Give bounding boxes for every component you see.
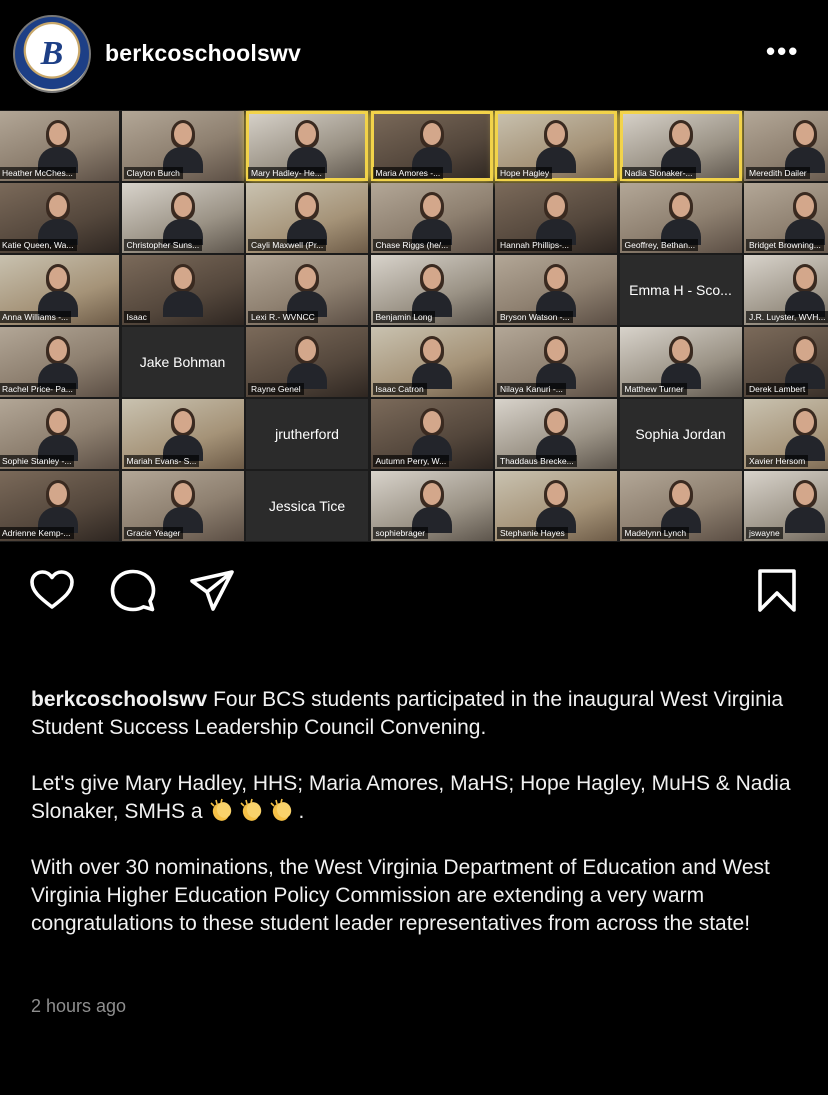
participant-name: Mary Hadley- He... (248, 167, 325, 179)
participant-tile (0, 183, 119, 253)
participant-video (785, 123, 825, 171)
participant-name: Madelynn Lynch (622, 527, 690, 539)
participant-video (536, 483, 576, 531)
participant-tile (495, 255, 617, 325)
participant-video (412, 123, 452, 171)
participant-video (412, 483, 452, 531)
participant-tile (0, 327, 119, 397)
participant-tile (620, 471, 742, 541)
participant-video (536, 339, 576, 387)
participant-name: Sophie Stanley -... (0, 455, 74, 467)
caption-text-3: With over 30 nominations, the West Virginia Department of Education and West Virginia Higher Education Policy Commission are extending a very warm congratulations to these student leader representatives from across the state! (31, 856, 770, 935)
bookmark-icon[interactable] (754, 568, 800, 614)
participant-name: Hannah Phillips-... (497, 239, 572, 251)
participant-tile (122, 183, 244, 253)
participant-name: Jake Bohman (139, 354, 226, 370)
caption-text-2-end: . (298, 800, 305, 823)
participant-name: Hope Hagley (497, 167, 552, 179)
participant-name: Adrienne Kemp-... (0, 527, 74, 539)
participant-name: Rachel Price- Pa... (0, 383, 76, 395)
participant-name: Bridget Browning... (746, 239, 824, 251)
participant-tile (371, 183, 493, 253)
participant-name: Anna Williams -... (0, 311, 71, 323)
participant-video (785, 483, 825, 531)
participant-tile (744, 327, 828, 397)
caption-paragraph-1 (31, 686, 801, 742)
participant-tile (246, 183, 368, 253)
participant-tile (744, 111, 828, 181)
caption-text-1: Four BCS students participated in the inaugural West Virginia Student Success Leadership Council Convening. (31, 688, 784, 739)
post-caption (31, 686, 801, 966)
caption-paragraph-3 (31, 854, 801, 938)
participant-video (785, 195, 825, 243)
caption-paragraph-2 (31, 770, 801, 826)
participant-video (785, 267, 825, 315)
participant-name: Geoffrey, Bethan... (622, 239, 699, 251)
participant-name: Autumn Perry, W... (373, 455, 450, 467)
participant-tile (620, 399, 742, 469)
participant-tile (122, 255, 244, 325)
participant-name: Sophia Jordan (635, 426, 726, 442)
participant-name: Heather McChes... (0, 167, 76, 179)
caption-text-2: Let's give Mary Hadley, HHS; Maria Amores, MaHS; Hope Hagley, MuHS & Nadia Slonaker, SMHS a (31, 772, 791, 823)
participant-tile (122, 471, 244, 541)
participant-name: Isaac Catron (373, 383, 427, 395)
participant-tile (744, 399, 828, 469)
participant-tile (0, 399, 119, 469)
send-icon[interactable] (189, 568, 235, 614)
post-header (0, 0, 828, 108)
participant-tile (744, 471, 828, 541)
username[interactable]: berkcoschoolswv (105, 40, 302, 66)
participant-video (163, 483, 203, 531)
participant-tile (371, 399, 493, 469)
participant-name: Maria Amores -... (373, 167, 444, 179)
participant-tile (495, 111, 617, 181)
participant-name: jrutherford (275, 426, 339, 442)
participant-name: Emma H - Sco... (629, 282, 732, 298)
caption-username[interactable]: berkcoschoolswv (31, 688, 208, 711)
participant-video (38, 483, 78, 531)
participant-video (785, 339, 825, 387)
participant-name: Mariah Evans- S... (124, 455, 200, 467)
participant-video (536, 267, 576, 315)
participant-video (412, 195, 452, 243)
participant-video (412, 267, 452, 315)
participant-tile (744, 255, 828, 325)
participant-tile (620, 183, 742, 253)
participant-name: Katie Queen, Wa... (0, 239, 77, 251)
participant-name: Chase Riggs (he/... (373, 239, 452, 251)
participant-video (412, 411, 452, 459)
participant-video (287, 123, 327, 171)
participant-tile (371, 255, 493, 325)
participant-name: Bryson Watson -... (497, 311, 573, 323)
participant-video (38, 195, 78, 243)
participant-tile (246, 327, 368, 397)
participant-video (287, 267, 327, 315)
more-options-icon[interactable]: ••• (766, 36, 800, 66)
participant-name: jswayne (746, 527, 783, 539)
participant-tile (122, 111, 244, 181)
participant-video (163, 411, 203, 459)
clap-icon (268, 798, 294, 822)
participant-video (661, 339, 701, 387)
timestamp: 2 hours ago (31, 996, 127, 1016)
participant-name: Matthew Turner (622, 383, 687, 395)
participant-video (163, 267, 203, 315)
participant-tile (0, 255, 119, 325)
participant-video (536, 411, 576, 459)
participant-name: Lexi R.- WVNCC (248, 311, 318, 323)
participant-tile (0, 471, 119, 541)
participant-name: Nadia Slonaker-... (622, 167, 696, 179)
participant-name: Derek Lambert (746, 383, 808, 395)
participant-video (661, 123, 701, 171)
participant-tile (122, 399, 244, 469)
participant-name: Clayton Burch (124, 167, 183, 179)
participant-name: J.R. Luyster, WVH... (746, 311, 828, 323)
participant-name: Xavier Hersom (746, 455, 808, 467)
comment-icon[interactable] (110, 568, 156, 614)
participant-name: Christopher Suns... (124, 239, 203, 251)
participant-video (38, 411, 78, 459)
participant-tile (495, 183, 617, 253)
participant-tile (246, 399, 368, 469)
participant-tile (620, 327, 742, 397)
participant-video (536, 195, 576, 243)
clap-icon (208, 798, 234, 822)
participant-tile (620, 255, 742, 325)
participant-tile (744, 183, 828, 253)
participant-tile (246, 471, 368, 541)
participant-name: Benjamin Long (373, 311, 436, 323)
avatar[interactable] (13, 15, 91, 93)
participant-video (287, 339, 327, 387)
participant-video (661, 195, 701, 243)
participant-video (38, 123, 78, 171)
participant-video (163, 195, 203, 243)
participant-tile (371, 111, 493, 181)
participant-name: sophiebrager (373, 527, 429, 539)
participant-name: Nilaya Kanuri -... (497, 383, 566, 395)
participant-video (38, 267, 78, 315)
participant-name: Thaddaus Brecke... (497, 455, 577, 467)
clapping-hands-emoji (208, 800, 298, 823)
clap-icon (238, 798, 264, 822)
action-bar (0, 568, 828, 616)
participant-name: Rayne Genel (248, 383, 304, 395)
participant-tile (246, 111, 368, 181)
participant-video (38, 339, 78, 387)
participant-video (412, 339, 452, 387)
participant-video (536, 123, 576, 171)
participant-tile (371, 327, 493, 397)
participant-tile (371, 471, 493, 541)
heart-icon[interactable] (29, 568, 75, 614)
post-image[interactable] (0, 110, 828, 542)
participant-video (287, 195, 327, 243)
avatar-logo-letter: B (40, 35, 64, 72)
participant-tile (122, 327, 244, 397)
participant-name: Gracie Yeager (124, 527, 184, 539)
participant-name: Stephanie Hayes (497, 527, 568, 539)
participant-video (163, 123, 203, 171)
participant-tile (495, 327, 617, 397)
participant-name: Cayli Maxwell (Pr... (248, 239, 326, 251)
participant-name: Meredith Dailer (746, 167, 810, 179)
participant-video (785, 411, 825, 459)
participant-video (661, 483, 701, 531)
participant-name: Jessica Tice (268, 498, 346, 514)
participant-tile (620, 111, 742, 181)
participant-tile (495, 399, 617, 469)
participant-tile (0, 111, 119, 181)
participant-tile (246, 255, 368, 325)
participant-name: Isaac (124, 311, 150, 323)
participant-tile (495, 471, 617, 541)
